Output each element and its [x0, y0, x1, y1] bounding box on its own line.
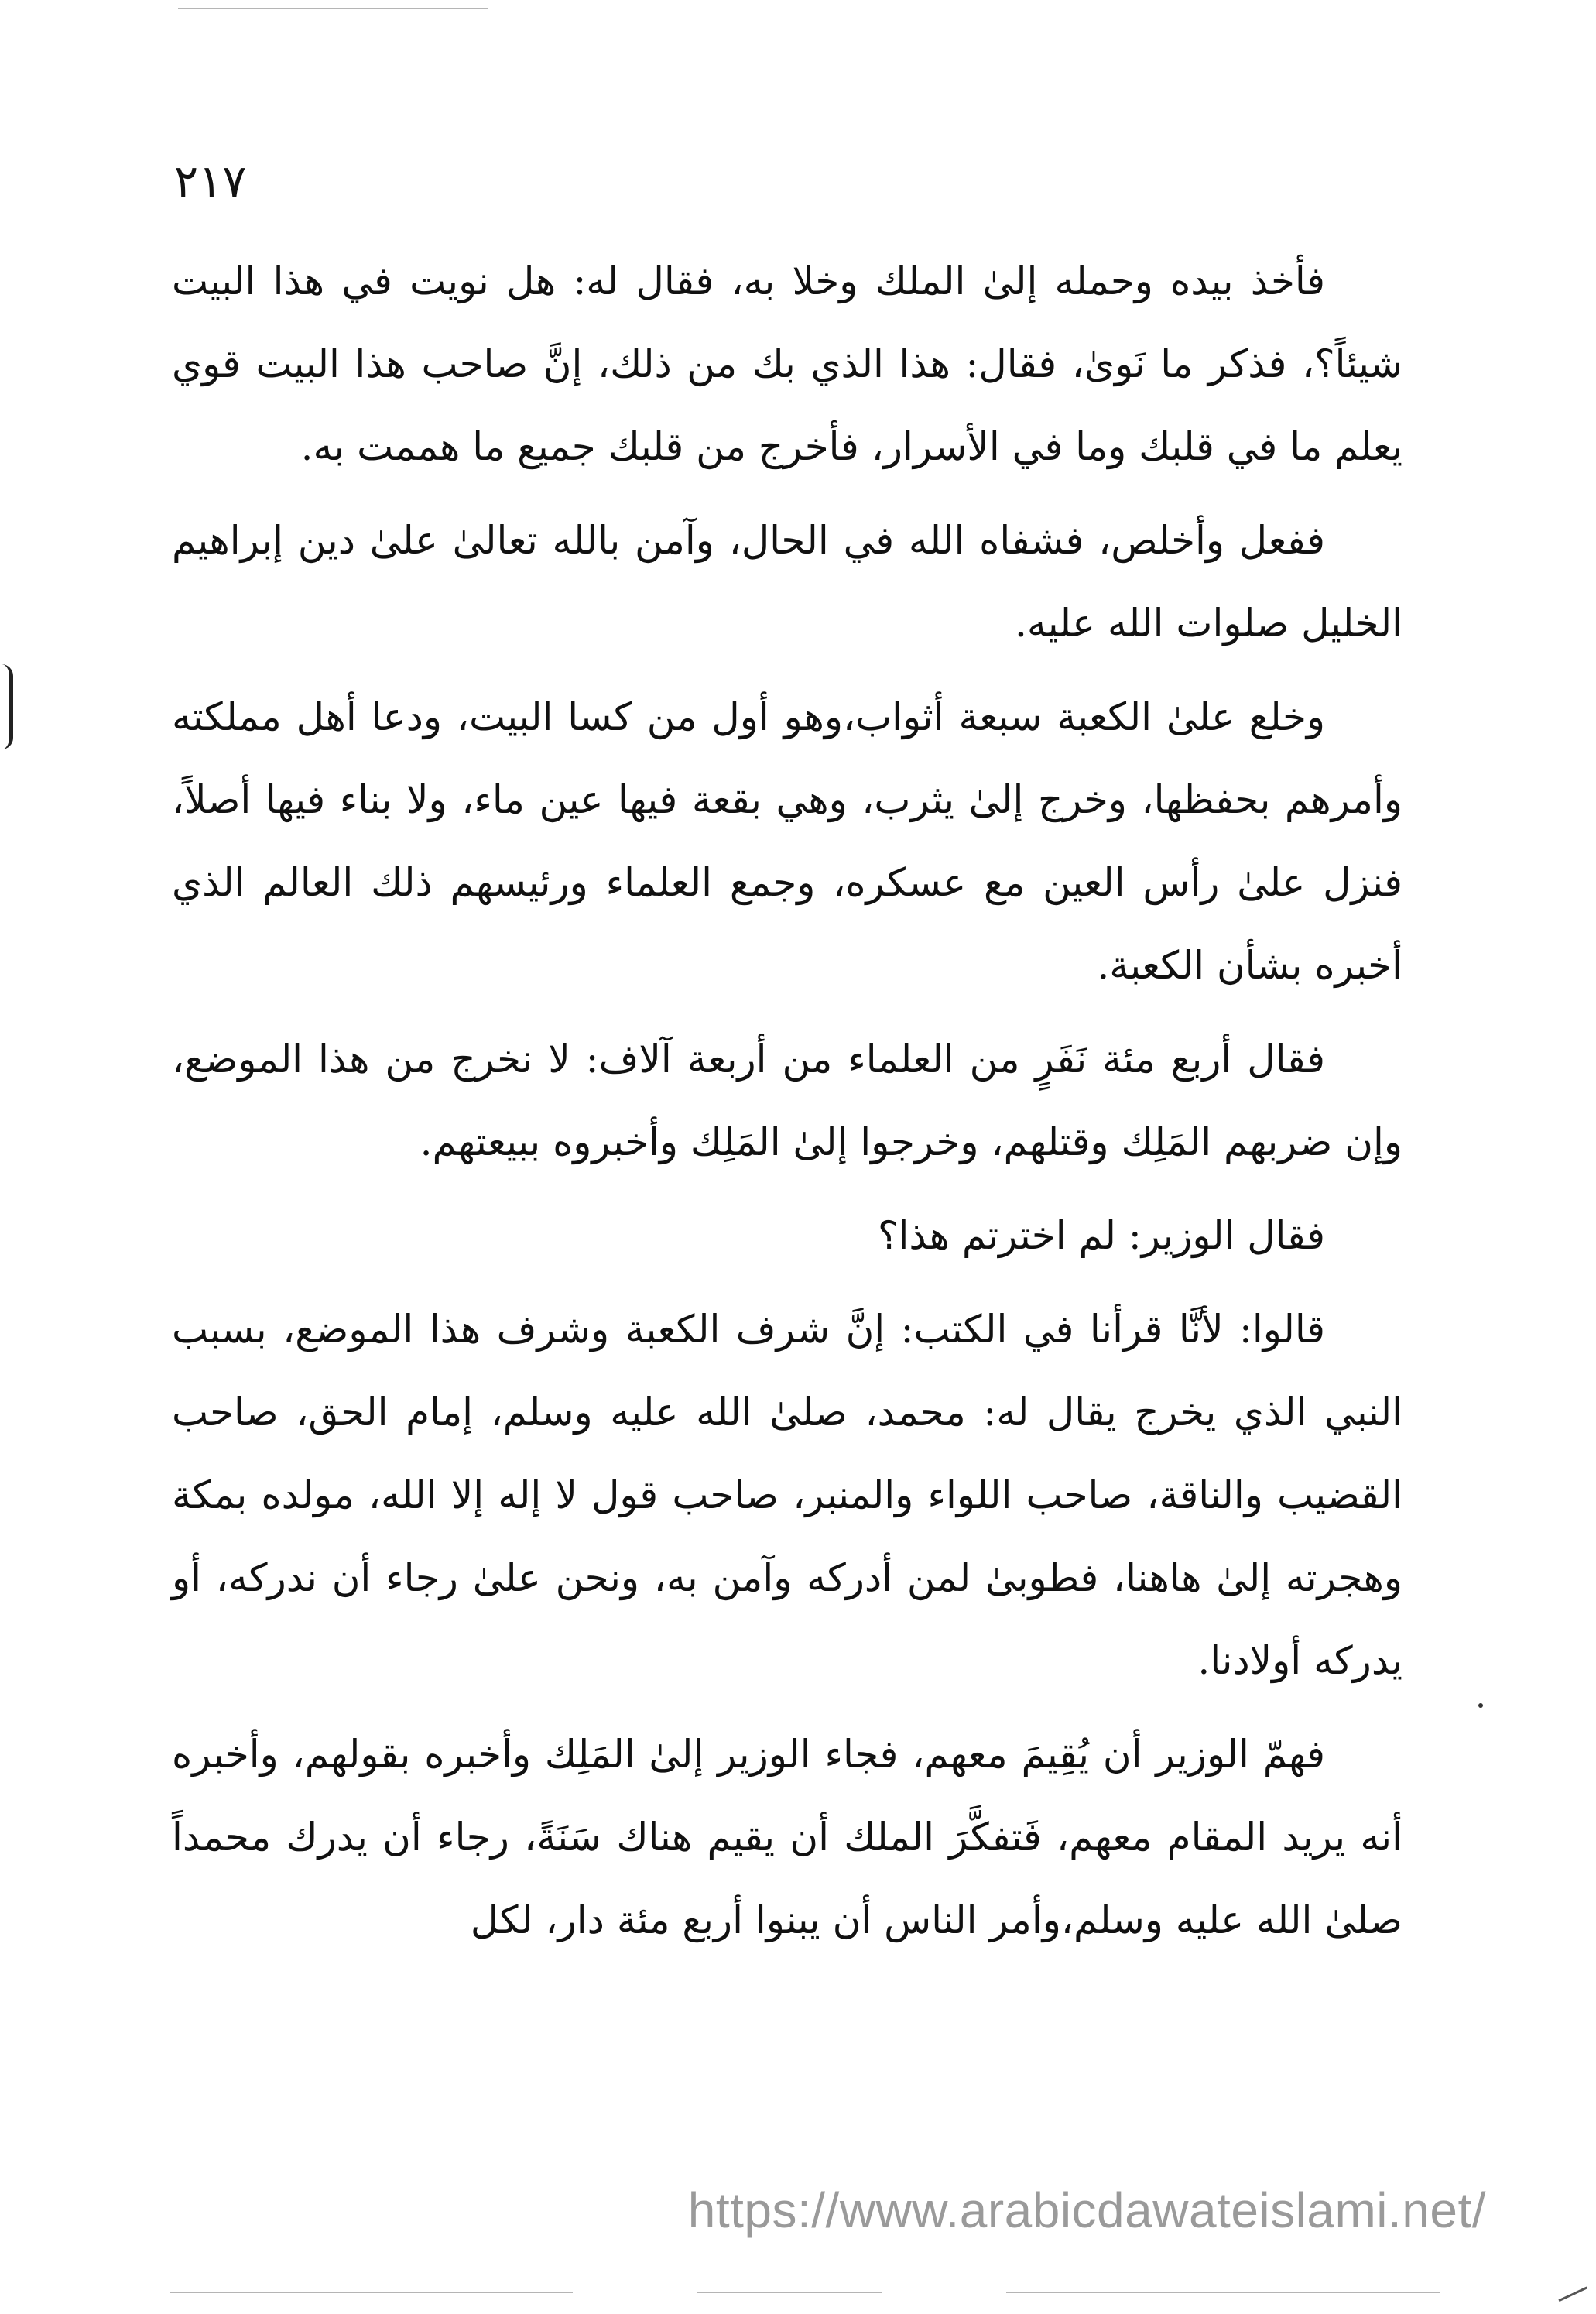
paragraph: ففعل وأخلص، فشفاه الله في الحال، وآمن بالله تعالىٰ علىٰ دين إبراهيم الخليل صلوات الله عليه.	[172, 518, 1402, 646]
paragraph: قالوا: لأنَّا قرأنا في الكتب: إنَّ شرف الكعبة وشرف هذا الموضع، بسبب النبي الذي يخرج يقال له: محمد، صلىٰ الله عليه وسلم، إمام الحق، صاحب القضيب والناقة، صاحب اللواء والمنبر، صاحب قول لا إله إلا الله، مولده بمكة وهجرته إلىٰ هاهنا، فطوبىٰ لمن أدركه وآمن به، ونحن علىٰ رجاء أن ندركه، أو يدركه أولادنا.	[172, 1307, 1402, 1683]
paragraph: وخلع علىٰ الكعبة سبعة أثواب،وهو أول من كسا البيت، ودعا أهل مملكته وأمرهم بحفظها، وخرج إلىٰ يثرب، وهي بقعة فيها عين ماء، ولا بناء فيها أصلاً، فنزل علىٰ رأس العين مع عسكره، وجمع العلماء ورئيسهم ذلك العالم الذي أخبره بشأن الكعبة.	[172, 694, 1402, 988]
body-text	[172, 240, 1402, 1973]
scan-speck	[1478, 1703, 1483, 1708]
top-scan-rule	[178, 8, 488, 9]
footer-watermark-url: https://www.arabicdawateislami.net/	[687, 2182, 1486, 2238]
paragraph: فقال الوزير: لم اخترتم هذا؟	[877, 1213, 1325, 1258]
paragraph: فهمّ الوزير أن يُقِيمَ معهم، فجاء الوزير إلىٰ المَلِك وأخبره بقولهم، وأخبره أنه يريد المقام معهم، فَتفكَّرَ الملك أن يقيم هناك سَنَةً، رجاء أن يدرك محمداً صلىٰ الله عليه وسلم،وأمر الناس أن يبنوا أربع مئة دار، لكل	[172, 1732, 1402, 1942]
bottom-scan-rule	[1006, 2292, 1440, 2293]
page-number: ٢١٧	[174, 155, 247, 207]
paragraph: فأخذ بيده وحمله إلىٰ الملك وخلا به، فقال له: هل نويت في هذا البيت شيئاً؟، فذكر ما نَوىٰ، فقال: هذا الذي بك من ذلك، إنَّ صاحب هذا البيت قوي يعلم ما في قلبك وما في الأسرار، فأخرج من قلبك جميع ما هممت به.	[172, 259, 1402, 469]
bottom-scan-rule	[170, 2292, 573, 2293]
bottom-scan-rule	[697, 2292, 882, 2293]
corner-scan-mark	[1558, 2287, 1593, 2314]
paragraph: فقال أربع مئة نَفَرٍ من العلماء من أربعة آلاف: لا نخرج من هذا الموضع، وإن ضربهم المَلِك وقتلهم، وخرجوا إلىٰ المَلِك وأخبروه ببيعتهم.	[172, 1037, 1402, 1164]
binding-edge-mark	[2, 664, 13, 749]
